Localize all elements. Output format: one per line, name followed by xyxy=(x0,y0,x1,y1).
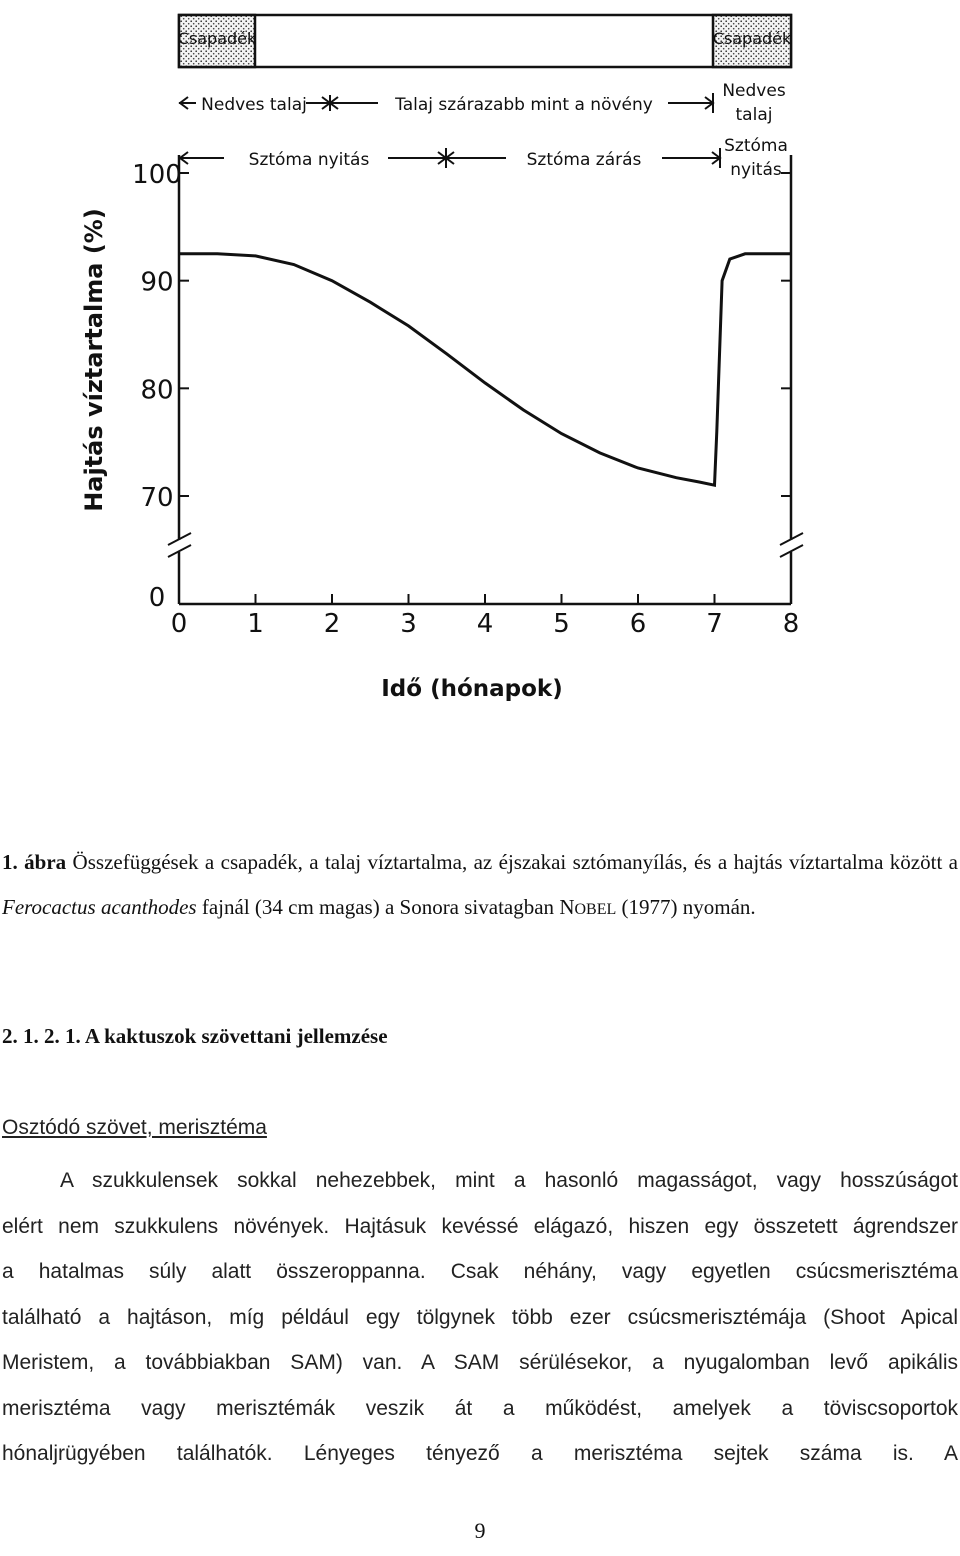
x-axis-label: Idő (hónapok) xyxy=(381,676,563,702)
x-tick-label: 6 xyxy=(629,609,647,639)
x-axis-ticks xyxy=(171,594,800,639)
soil-wet-right-label-2: talaj xyxy=(735,105,773,125)
soil-wet-left-label: Nedves talaj xyxy=(201,95,307,115)
page-number: 9 xyxy=(474,1518,486,1543)
x-tick-label: 0 xyxy=(170,609,188,639)
section-title: 2. 1. 2. 1. A kaktuszok szövettani jellemzése xyxy=(2,1024,388,1048)
precip-left-label: Csapadék xyxy=(177,29,257,48)
soil-wet-right-label-1: Nedves xyxy=(722,81,786,101)
soil-dry-label: Talaj szárazabb mint a növény xyxy=(395,95,653,115)
x-tick-label: 7 xyxy=(706,609,723,639)
paragraph-line: hónaljrügyében találhatók. Lényeges tényező a merisztéma sejtek száma is. A xyxy=(2,1442,958,1465)
y-axis-ticks xyxy=(132,160,791,613)
paragraph-line: a hatalmas súly alatt összeroppanna. Csak néhány, vagy egyetlen csúcsmerisztéma xyxy=(2,1260,958,1283)
stoma-open-right-label-2: nyitás xyxy=(730,160,782,180)
x-tick-label: 8 xyxy=(782,609,800,639)
series-line-shoot-water-content xyxy=(179,254,791,485)
precip-right-label: Csapadék xyxy=(712,29,792,48)
precipitation-band xyxy=(178,15,792,67)
x-tick-label: 3 xyxy=(400,609,417,639)
caption-text-2: fajnál (34 cm magas) a Sonora sivatagban xyxy=(196,895,560,919)
y-tick-label: 0 xyxy=(148,583,166,613)
chart-svg xyxy=(0,0,960,720)
caption-author-initial: N xyxy=(559,895,575,919)
stoma-open-right-label-1: Sztóma xyxy=(724,136,788,156)
y-tick-label: 100 xyxy=(132,160,182,190)
paragraph-line: A szukkulensek sokkal nehezebbek, mint a hasonló magasságot, vagy hosszúságot xyxy=(60,1169,958,1192)
subheading: Osztódó szövet, merisztéma xyxy=(2,1116,267,1139)
caption-text-3: (1977) nyomán. xyxy=(616,895,756,919)
figure-chart xyxy=(0,0,960,720)
x-tick-label: 1 xyxy=(247,609,264,639)
body-paragraph xyxy=(2,1158,958,1477)
x-tick-label: 2 xyxy=(323,609,341,639)
y-tick-label: 90 xyxy=(140,267,174,298)
x-tick-label: 4 xyxy=(476,609,494,639)
paragraph-line: Meristem, a továbbiakban SAM) van. A SAM sérülésekor, a nyugalomban levő apikális xyxy=(2,1351,958,1374)
x-tick-label: 5 xyxy=(553,609,570,639)
plot-frame xyxy=(179,155,791,604)
paragraph-line: található a hajtáson, míg például egy tölgynek több ezer csúcsmerisztémája (Shoot Apical xyxy=(2,1305,958,1329)
y-tick-label: 70 xyxy=(140,483,174,513)
caption-species: Ferocactus acanthodes xyxy=(2,895,197,919)
figure-caption xyxy=(2,840,958,932)
caption-label: 1. ábra xyxy=(2,850,67,874)
y-tick-label: 80 xyxy=(140,375,174,406)
axis-break-marks xyxy=(168,533,803,557)
caption-text-1: Összefüggések a csapadék, a talaj víztartalma, az éjszakai sztómanyílás, és a hajtás víztartalma között a xyxy=(66,850,958,874)
y-axis-label: Hajtás víztartalma (%) xyxy=(80,208,108,512)
stoma-close-label: Sztóma zárás xyxy=(526,150,642,170)
paragraph-line: elért nem szukkulens növények. Hajtásuk kevéssé elágazó, hiszen egy összetett ágrendszer xyxy=(2,1214,958,1238)
caption-author-rest: OBEL xyxy=(574,901,617,918)
paragraph-line: merisztéma vagy merisztémák veszik át a működést, amelyek a töviscsoportok xyxy=(2,1396,958,1420)
stoma-open-left-label: Sztóma nyitás xyxy=(248,150,370,170)
